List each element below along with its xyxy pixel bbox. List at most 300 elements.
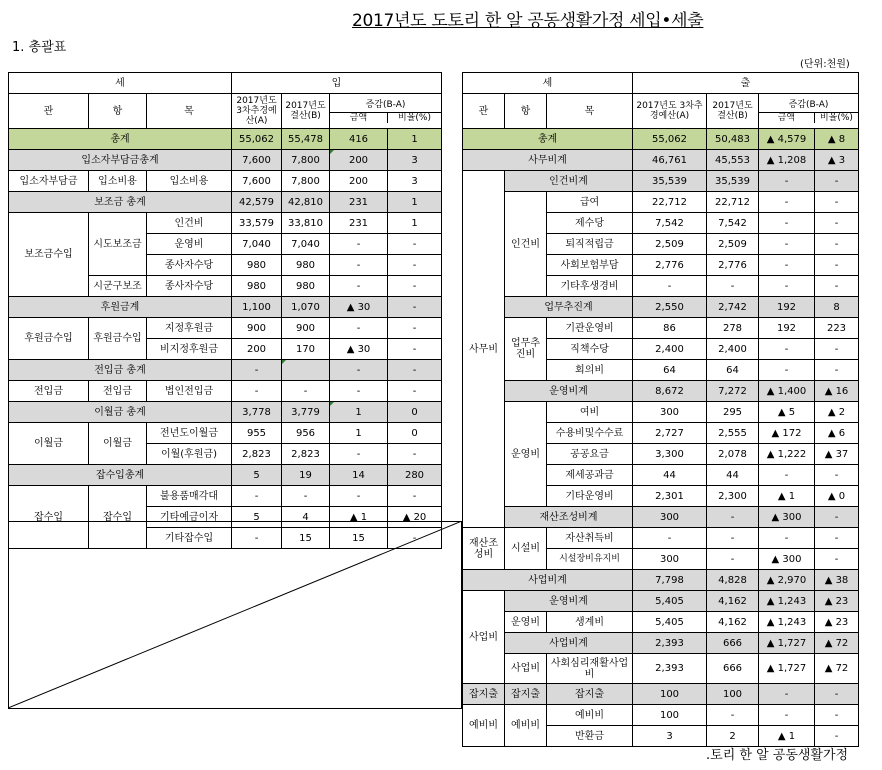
cell-hang: 이월금 <box>89 423 147 465</box>
cell-budget: 955 <box>232 423 282 444</box>
cell-budget: 2,776 <box>633 255 707 276</box>
cell-budget: 100 <box>633 684 707 705</box>
cell-amount: ▲ 30 <box>330 297 388 318</box>
cell-gwan: 잡수입 <box>9 486 89 549</box>
col-diff <box>330 94 442 129</box>
cell-amount: - <box>330 276 388 297</box>
cell-settle: - <box>707 549 759 570</box>
cell-ratio: 3 <box>388 150 442 171</box>
cell-budget: 3 <box>633 726 707 747</box>
cell-settle: 4 <box>282 507 330 528</box>
header-se: 세 <box>9 73 232 94</box>
cell-mok: 기관운영비 <box>547 318 633 339</box>
cell-settle: 2,300 <box>707 486 759 507</box>
cell-ratio: - <box>815 549 859 570</box>
cell-settle: 50,483 <box>707 129 759 150</box>
cell-settle: - <box>282 486 330 507</box>
table-row <box>463 684 859 705</box>
row-label: 보조금 총계 <box>9 192 232 213</box>
col-settle: 2017년도 결산(B) <box>707 94 759 129</box>
cell-budget: - <box>232 360 282 381</box>
cell-ratio: ▲ 2 <box>815 402 859 423</box>
cell-amount: ▲ 1,727 <box>759 633 815 654</box>
cell-hang: 잡지출 <box>505 684 547 705</box>
cell-budget: 86 <box>633 318 707 339</box>
table-row <box>463 150 859 171</box>
cell-budget: 300 <box>633 507 707 528</box>
cell-ratio: - <box>815 213 859 234</box>
cell-settle: 666 <box>707 633 759 654</box>
cell-settle: 42,810 <box>282 192 330 213</box>
cell-settle: 7,272 <box>707 381 759 402</box>
cell-ratio: 8 <box>815 297 859 318</box>
row-label: 재산조성비계 <box>505 507 633 528</box>
section-heading: 1. 총괄표 <box>12 40 67 55</box>
cell-settle: 900 <box>282 318 330 339</box>
cell-ratio: ▲ 38 <box>815 570 859 591</box>
cell-gwan: 보조금수입 <box>9 213 89 297</box>
cell-settle: 980 <box>282 255 330 276</box>
cell-amount: ▲ 5 <box>759 402 815 423</box>
revenue-table <box>8 72 442 549</box>
table-row <box>463 381 859 402</box>
cell-settle: - <box>707 276 759 297</box>
cell-amount: ▲ 30 <box>330 339 388 360</box>
cell-budget: 5 <box>232 507 282 528</box>
table-row <box>463 654 859 684</box>
cell-ratio: - <box>388 486 442 507</box>
cell-amount: ▲ 1 <box>759 486 815 507</box>
cell-budget: 2,727 <box>633 423 707 444</box>
cell-ratio: - <box>815 507 859 528</box>
cell-gwan: 입소자부담금 <box>9 171 89 192</box>
cell-settle: 2,078 <box>707 444 759 465</box>
cell-mok: 기타예금이자 <box>147 507 232 528</box>
cell-amount: 231 <box>330 213 388 234</box>
cell-ratio: - <box>815 726 859 747</box>
cell-ratio: 1 <box>388 129 442 150</box>
cell-ratio: - <box>815 339 859 360</box>
cell-settle: 45,553 <box>707 150 759 171</box>
table-row <box>9 150 442 171</box>
cell-settle: 22,712 <box>707 192 759 213</box>
table-row <box>9 297 442 318</box>
cell-budget: - <box>232 528 282 549</box>
row-label: 사업비계 <box>463 570 633 591</box>
cell-amount: ▲ 4,579 <box>759 129 815 150</box>
cell-ratio: - <box>815 684 859 705</box>
cell-ratio: 223 <box>815 318 859 339</box>
cell-amount: - <box>330 318 388 339</box>
row-label: 총계 <box>463 129 633 150</box>
expenditure-table <box>462 72 859 747</box>
table-row <box>9 213 442 234</box>
cell-mok: 여비 <box>547 402 633 423</box>
cell-amount: ▲ 300 <box>759 507 815 528</box>
unit-label: (단위:천원) <box>800 59 850 70</box>
cell-ratio: - <box>815 234 859 255</box>
cell-settle: 19 <box>282 465 330 486</box>
cell-budget: 2,393 <box>633 633 707 654</box>
cell-mok: 수용비및수수료 <box>547 423 633 444</box>
cell-budget: 46,761 <box>633 150 707 171</box>
table-header-row <box>463 73 859 94</box>
cell-ratio: - <box>388 339 442 360</box>
cell-amount: 200 <box>330 171 388 192</box>
cell-ratio: 1 <box>388 192 442 213</box>
cell-ratio: - <box>815 171 859 192</box>
col-gwan: 관 <box>463 94 505 129</box>
table-row <box>9 486 442 507</box>
cell-gwan: 재산조성비 <box>463 528 505 570</box>
cell-ratio: 280 <box>388 465 442 486</box>
cell-budget: 980 <box>232 255 282 276</box>
cell-ratio: - <box>388 360 442 381</box>
cell-ratio: ▲ 0 <box>815 486 859 507</box>
cell-amount: - <box>759 528 815 549</box>
cell-ratio: ▲ 37 <box>815 444 859 465</box>
table-row <box>9 129 442 150</box>
table-row <box>463 507 859 528</box>
cell-settle: - <box>707 705 759 726</box>
cell-budget: - <box>633 276 707 297</box>
col-ratio: 비율(%) <box>398 112 431 123</box>
cell-amount: ▲ 1 <box>330 507 388 528</box>
cell-settle: 2 <box>707 726 759 747</box>
cell-ratio: - <box>815 528 859 549</box>
table-row <box>463 402 859 423</box>
cell-settle: 3,779 <box>282 402 330 423</box>
cell-budget: 100 <box>633 705 707 726</box>
cell-ratio: - <box>815 465 859 486</box>
col-gwan: 관 <box>9 94 89 129</box>
cell-mok: 기타운영비 <box>547 486 633 507</box>
table-row <box>9 360 442 381</box>
table-row <box>9 402 442 423</box>
table-row <box>9 318 442 339</box>
cell-ratio: - <box>388 444 442 465</box>
cell-hang: 운영비 <box>505 402 547 507</box>
col-hang: 항 <box>89 94 147 129</box>
cell-gwan: 사무비 <box>463 171 505 528</box>
table-row <box>463 528 859 549</box>
cell-amount: 192 <box>759 318 815 339</box>
row-label: 이월금 총계 <box>9 402 232 423</box>
cell-budget: 22,712 <box>633 192 707 213</box>
cell-mok: 운영비 <box>147 234 232 255</box>
cell-ratio: 1 <box>388 213 442 234</box>
col-mok: 목 <box>147 94 232 129</box>
cell-budget: 300 <box>633 402 707 423</box>
cell-settle: 7,800 <box>282 150 330 171</box>
cell-ratio: ▲ 16 <box>815 381 859 402</box>
cell-ratio: ▲ 20 <box>388 507 442 528</box>
footer-organization: .토리 한 알 공동생활가정 <box>706 748 849 763</box>
table-row <box>463 570 859 591</box>
col-budget: 2017년도 3차추경예산(A) <box>633 94 707 129</box>
cell-ratio: ▲ 23 <box>815 612 859 633</box>
table-row <box>9 465 442 486</box>
cell-hang: 시군구보조 <box>89 276 147 297</box>
cell-amount: - <box>759 171 815 192</box>
cell-amount: - <box>759 276 815 297</box>
cell-gwan: 후원금수입 <box>9 318 89 360</box>
cell-mok: 퇴직적립금 <box>547 234 633 255</box>
cell-settle: - <box>707 507 759 528</box>
cell-settle: 2,776 <box>707 255 759 276</box>
cell-amount: - <box>330 234 388 255</box>
header-ip: 입 <box>232 73 442 94</box>
cell-amount: - <box>330 255 388 276</box>
cell-amount: - <box>759 255 815 276</box>
cell-settle: 55,478 <box>282 129 330 150</box>
cell-amount: 1 <box>330 423 388 444</box>
cell-settle: 956 <box>282 423 330 444</box>
cell-ratio: - <box>388 255 442 276</box>
cell-amount: ▲ 1,243 <box>759 612 815 633</box>
cell-mok: 이월(후원금) <box>147 444 232 465</box>
cell-ratio: - <box>815 192 859 213</box>
cell-settle: 33,810 <box>282 213 330 234</box>
cell-budget: 200 <box>232 339 282 360</box>
cell-amount: 231 <box>330 192 388 213</box>
cell-budget: 64 <box>633 360 707 381</box>
row-label: 업무추진계 <box>505 297 633 318</box>
table-row <box>463 192 859 213</box>
cell-mok: 기타후생경비 <box>547 276 633 297</box>
col-hang: 항 <box>505 94 547 129</box>
cell-budget: 7,040 <box>232 234 282 255</box>
cell-gwan: 사업비 <box>463 591 505 684</box>
cell-budget: 55,062 <box>232 129 282 150</box>
cell-hang: 시설비 <box>505 528 547 570</box>
cell-settle <box>282 360 330 381</box>
cell-ratio: - <box>388 297 442 318</box>
table-row <box>463 318 859 339</box>
cell-settle: 278 <box>707 318 759 339</box>
cell-ratio: ▲ 72 <box>815 633 859 654</box>
cell-budget: 900 <box>232 318 282 339</box>
cell-settle: 7,040 <box>282 234 330 255</box>
col-amount: 금액 <box>759 113 815 123</box>
row-label: 인건비계 <box>505 171 633 192</box>
cell-ratio: - <box>388 234 442 255</box>
cell-mok: 종사자수당 <box>147 255 232 276</box>
cell-budget: 5 <box>232 465 282 486</box>
cell-amount: - <box>759 234 815 255</box>
cell-budget: 2,823 <box>232 444 282 465</box>
cell-settle: 15 <box>282 528 330 549</box>
col-amount: 금액 <box>330 113 388 123</box>
cell-amount: 192 <box>759 297 815 318</box>
cell-ratio: ▲ 6 <box>815 423 859 444</box>
row-label: 잡수입총계 <box>9 465 232 486</box>
cell-budget: - <box>633 528 707 549</box>
table-row <box>463 297 859 318</box>
cell-mok: 급여 <box>547 192 633 213</box>
cell-settle: 2,400 <box>707 339 759 360</box>
cell-settle: 666 <box>707 654 759 684</box>
cell-budget: 1,100 <box>232 297 282 318</box>
cell-budget: 2,301 <box>633 486 707 507</box>
table-row <box>463 612 859 633</box>
cell-settle: 7,800 <box>282 171 330 192</box>
cell-amount: ▲ 1,727 <box>759 654 815 684</box>
cell-hang: 입소비용 <box>89 171 147 192</box>
cell-mok: 공공요금 <box>547 444 633 465</box>
cell-mok: 예비비 <box>547 705 633 726</box>
cell-budget: 5,405 <box>633 612 707 633</box>
cell-ratio: - <box>388 528 442 549</box>
cell-mok: 제세공과금 <box>547 465 633 486</box>
table-row <box>463 705 859 726</box>
table-row <box>463 633 859 654</box>
cell-ratio: - <box>815 276 859 297</box>
cell-hang: 전입금 <box>89 381 147 402</box>
cell-amount: - <box>330 360 388 381</box>
cell-settle: 2,742 <box>707 297 759 318</box>
table-row <box>463 171 859 192</box>
cell-settle: 2,555 <box>707 423 759 444</box>
table-row <box>9 423 442 444</box>
cell-ratio: - <box>815 705 859 726</box>
cell-hang: 업무추진비 <box>505 318 547 381</box>
cell-amount: 1 <box>330 402 388 423</box>
table-row <box>463 591 859 612</box>
table-row <box>9 192 442 213</box>
cell-hang: 인건비 <box>505 192 547 297</box>
row-label: 후원금계 <box>9 297 232 318</box>
cell-budget: 5,405 <box>633 591 707 612</box>
cell-gwan: 예비비 <box>463 705 505 747</box>
cell-budget: 3,300 <box>633 444 707 465</box>
cell-mok: 잡지출 <box>547 684 633 705</box>
cell-budget: 980 <box>232 276 282 297</box>
cell-ratio: 3 <box>388 171 442 192</box>
cell-ratio: ▲ 72 <box>815 654 859 684</box>
cell-budget: 35,539 <box>633 171 707 192</box>
header-se: 세 <box>463 73 633 94</box>
cell-settle: 7,542 <box>707 213 759 234</box>
col-diff-label: 증감(B-A) <box>788 99 829 110</box>
cell-budget: 2,400 <box>633 339 707 360</box>
cell-amount: ▲ 1,400 <box>759 381 815 402</box>
cell-ratio: - <box>388 318 442 339</box>
cell-ratio: 0 <box>388 423 442 444</box>
cell-amount: - <box>759 339 815 360</box>
table-row <box>9 171 442 192</box>
header-chul: 출 <box>633 73 859 94</box>
cell-budget: 33,579 <box>232 213 282 234</box>
cell-hang: 사업비 <box>505 654 547 684</box>
cell-amount: 15 <box>330 528 388 549</box>
cell-hang: 예비비 <box>505 705 547 747</box>
cell-amount: - <box>759 465 815 486</box>
cell-budget: 7,542 <box>633 213 707 234</box>
cell-amount: - <box>759 705 815 726</box>
cell-budget: 44 <box>633 465 707 486</box>
table-row <box>463 129 859 150</box>
cell-budget: 7,798 <box>633 570 707 591</box>
cell-amount: - <box>759 213 815 234</box>
cell-budget: 7,600 <box>232 150 282 171</box>
cell-hang: 후원금수입 <box>89 318 147 360</box>
page-title: 2017년도 도토리 한 알 공동생활가정 세입•세출 <box>352 11 704 31</box>
cell-settle: 100 <box>707 684 759 705</box>
col-settle: 2017년도 결산(B) <box>282 94 330 129</box>
col-mok: 목 <box>547 94 633 129</box>
table-header-row <box>9 73 442 94</box>
cell-hang: 운영비 <box>505 612 547 633</box>
col-ratio: 비율(%) <box>819 112 853 123</box>
cell-amount: ▲ 1 <box>759 726 815 747</box>
cell-mok: 입소비용 <box>147 171 232 192</box>
cell-budget: - <box>232 486 282 507</box>
cell-mok: 제수당 <box>547 213 633 234</box>
cell-ratio: - <box>388 276 442 297</box>
row-label: 입소자부담금총계 <box>9 150 232 171</box>
cell-mok: 전년도이월금 <box>147 423 232 444</box>
cell-mok: 시설장비유지비 <box>547 549 633 570</box>
cell-settle: 4,162 <box>707 612 759 633</box>
cell-amount: 416 <box>330 129 388 150</box>
row-label: 운영비계 <box>505 591 633 612</box>
cell-ratio: - <box>388 381 442 402</box>
cell-budget: 300 <box>633 549 707 570</box>
cell-settle: 4,828 <box>707 570 759 591</box>
cell-settle: 980 <box>282 276 330 297</box>
cell-mok: 반환금 <box>547 726 633 747</box>
cell-mok: 자산취득비 <box>547 528 633 549</box>
cell-amount: - <box>759 192 815 213</box>
table-header-row <box>9 94 442 129</box>
cell-settle: - <box>707 528 759 549</box>
cell-mok: 지정후원금 <box>147 318 232 339</box>
cell-mok: 비지정후원금 <box>147 339 232 360</box>
table-header-row <box>463 94 859 129</box>
cell-mok: 법인전입금 <box>147 381 232 402</box>
cell-amount: - <box>330 381 388 402</box>
cell-ratio: 0 <box>388 402 442 423</box>
cell-ratio: ▲ 23 <box>815 591 859 612</box>
cell-amount: 200 <box>330 150 388 171</box>
col-diff <box>759 94 859 129</box>
cell-settle: 4,162 <box>707 591 759 612</box>
cell-ratio: - <box>815 360 859 381</box>
cell-mok: 회의비 <box>547 360 633 381</box>
cell-amount: - <box>759 684 815 705</box>
cell-ratio: - <box>815 255 859 276</box>
row-label: 운영비계 <box>505 381 633 402</box>
cell-settle: 170 <box>282 339 330 360</box>
cell-gwan: 잡지출 <box>463 684 505 705</box>
cell-budget: 55,062 <box>633 129 707 150</box>
cell-settle: 64 <box>707 360 759 381</box>
cell-budget: 42,579 <box>232 192 282 213</box>
cell-mok: 생계비 <box>547 612 633 633</box>
cell-mok: 기타잡수입 <box>147 528 232 549</box>
empty-area-diagonal <box>8 521 462 709</box>
cell-mok: 사회심리재활사업비 <box>547 654 633 684</box>
cell-budget: 7,600 <box>232 171 282 192</box>
row-label: 사업비계 <box>505 633 633 654</box>
cell-amount: - <box>759 360 815 381</box>
cell-amount: ▲ 1,222 <box>759 444 815 465</box>
col-budget: 2017년도 3차추경예산(A) <box>232 94 282 129</box>
cell-settle: 2,823 <box>282 444 330 465</box>
col-diff-label: 증감(B-A) <box>365 99 406 110</box>
row-label: 사무비계 <box>463 150 633 171</box>
